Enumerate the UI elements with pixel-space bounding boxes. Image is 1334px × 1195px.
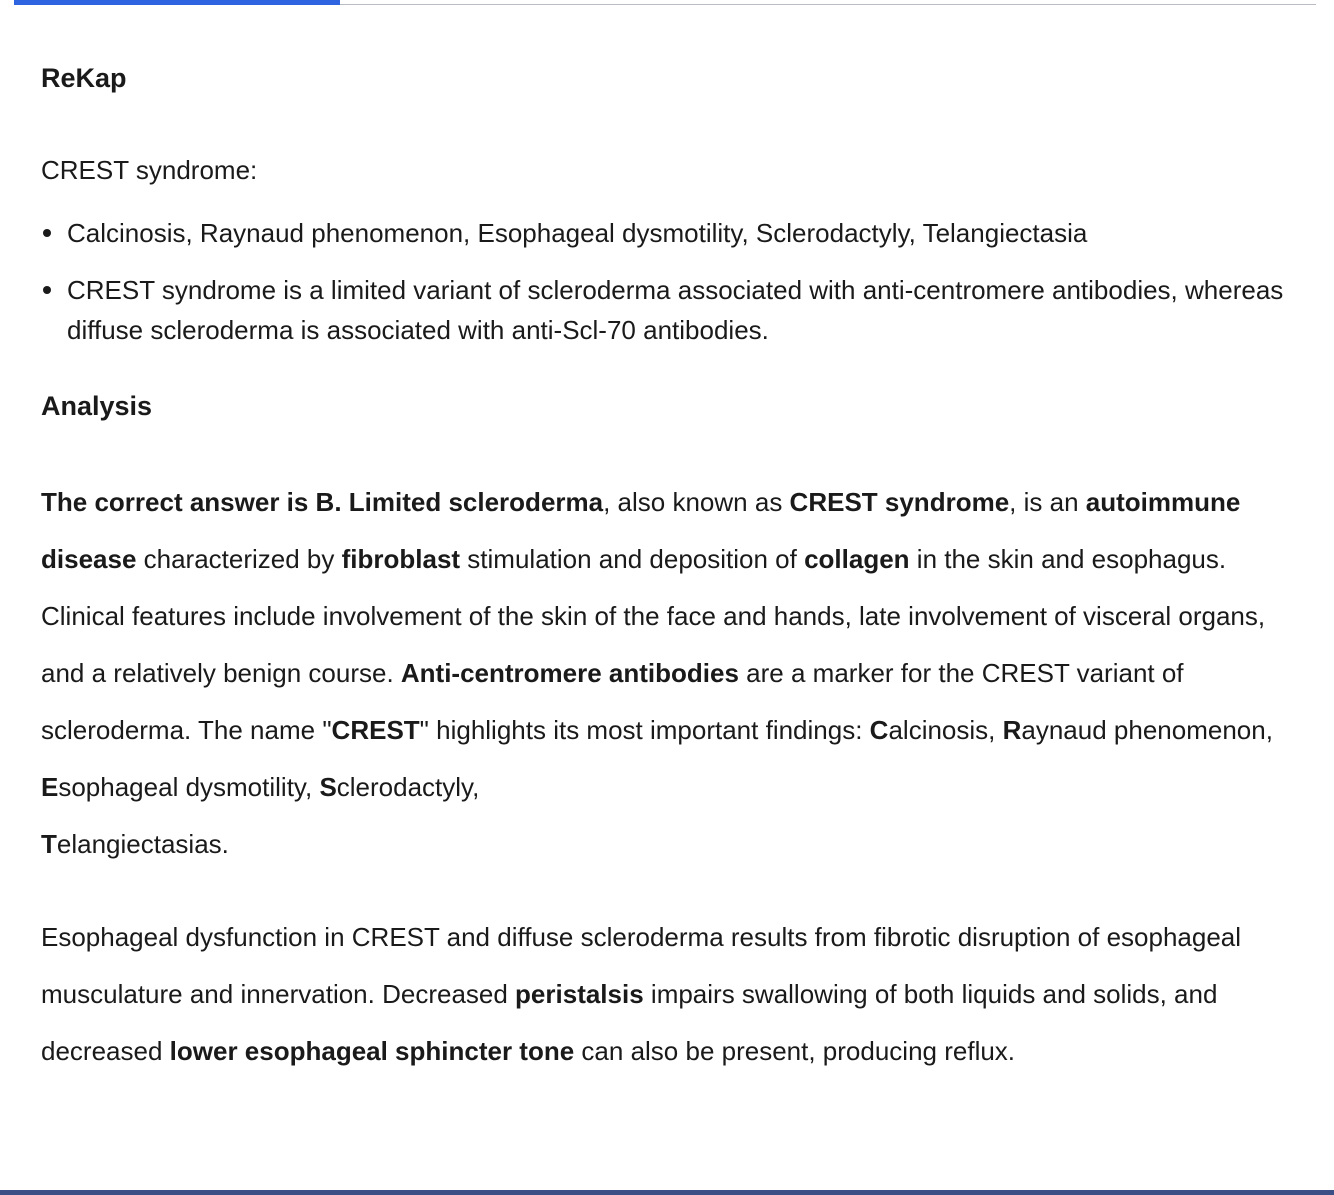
bullet-text: CREST syndrome is a limited variant of scleroderma associated with anti-centromere antibodies, whereas diffuse scleroderma is associated with anti-Scl-70 antibodies. — [67, 275, 1284, 345]
analysis-heading: Analysis — [41, 391, 153, 421]
explanation-content — [41, 58, 1301, 1080]
key-term: fibroblast — [341, 544, 461, 574]
text-span: impairs swallowing of both liquids and solids, and decreased — [41, 979, 1218, 1066]
text-span: sophageal dysmotility, — [58, 772, 320, 802]
mnemonic-letter: T — [41, 829, 57, 859]
text-span: stimulation and deposition of — [460, 544, 805, 574]
bottom-bar — [0, 1190, 1334, 1195]
text-span: , is an — [1009, 487, 1086, 517]
mnemonic-letter: E — [41, 772, 59, 802]
text-span: alcinosis, — [888, 715, 1003, 745]
progress-fill — [14, 0, 340, 5]
progress-bar — [14, 0, 1316, 6]
bullet-icon — [43, 229, 51, 237]
text-span: are a marker for the CREST variant of scleroderma. The name " — [41, 658, 1184, 745]
rekap-intro: CREST syndrome: — [41, 155, 258, 185]
key-term: CREST syndrome — [789, 487, 1010, 517]
text-span: aynaud phenomenon, — [1021, 715, 1273, 745]
text-span: Esophageal dysfunction in CREST and diffuse scleroderma results from fibrotic disruption of esophageal musculature and innervation. Decreased — [41, 922, 1242, 1009]
key-term: autoimmune disease — [41, 487, 1241, 574]
list-item — [41, 213, 1301, 253]
answer-statement: The correct answer is B. Limited scleroderma — [41, 487, 604, 517]
rekap-heading: ReKap — [41, 63, 127, 93]
text-span: can also be present, producing reflux. — [574, 1036, 1016, 1066]
analysis-paragraph-2 — [41, 909, 1301, 1080]
key-term: lower esophageal sphincter tone — [169, 1036, 575, 1066]
list-item — [41, 270, 1301, 350]
rekap-bullet-list — [41, 213, 1301, 350]
text-span: " highlights its most important findings: — [419, 715, 870, 745]
analysis-paragraph-1 — [41, 474, 1301, 873]
text-span: in the skin and esophagus. Clinical features include involvement of the skin of the face and hands, late involvement of visceral organs, and a relatively benign course. — [41, 544, 1266, 688]
text-span: , also known as — [603, 487, 790, 517]
mnemonic-letter: R — [1002, 715, 1022, 745]
key-term: peristalsis — [515, 979, 644, 1009]
key-term: CREST — [331, 715, 420, 745]
key-term: Anti-centromere antibodies — [400, 658, 739, 688]
bullet-icon — [43, 286, 51, 294]
mnemonic-letter: S — [319, 772, 337, 802]
bullet-text: Calcinosis, Raynaud phenomenon, Esophageal dysmotility, Sclerodactyly, Telangiectasia — [67, 218, 1088, 248]
key-term: collagen — [804, 544, 910, 574]
text-span: clerodactyly, — [336, 772, 480, 802]
mnemonic-letter: C — [869, 715, 889, 745]
text-span: elangiectasias. — [56, 829, 229, 859]
text-span: characterized by — [136, 544, 342, 574]
